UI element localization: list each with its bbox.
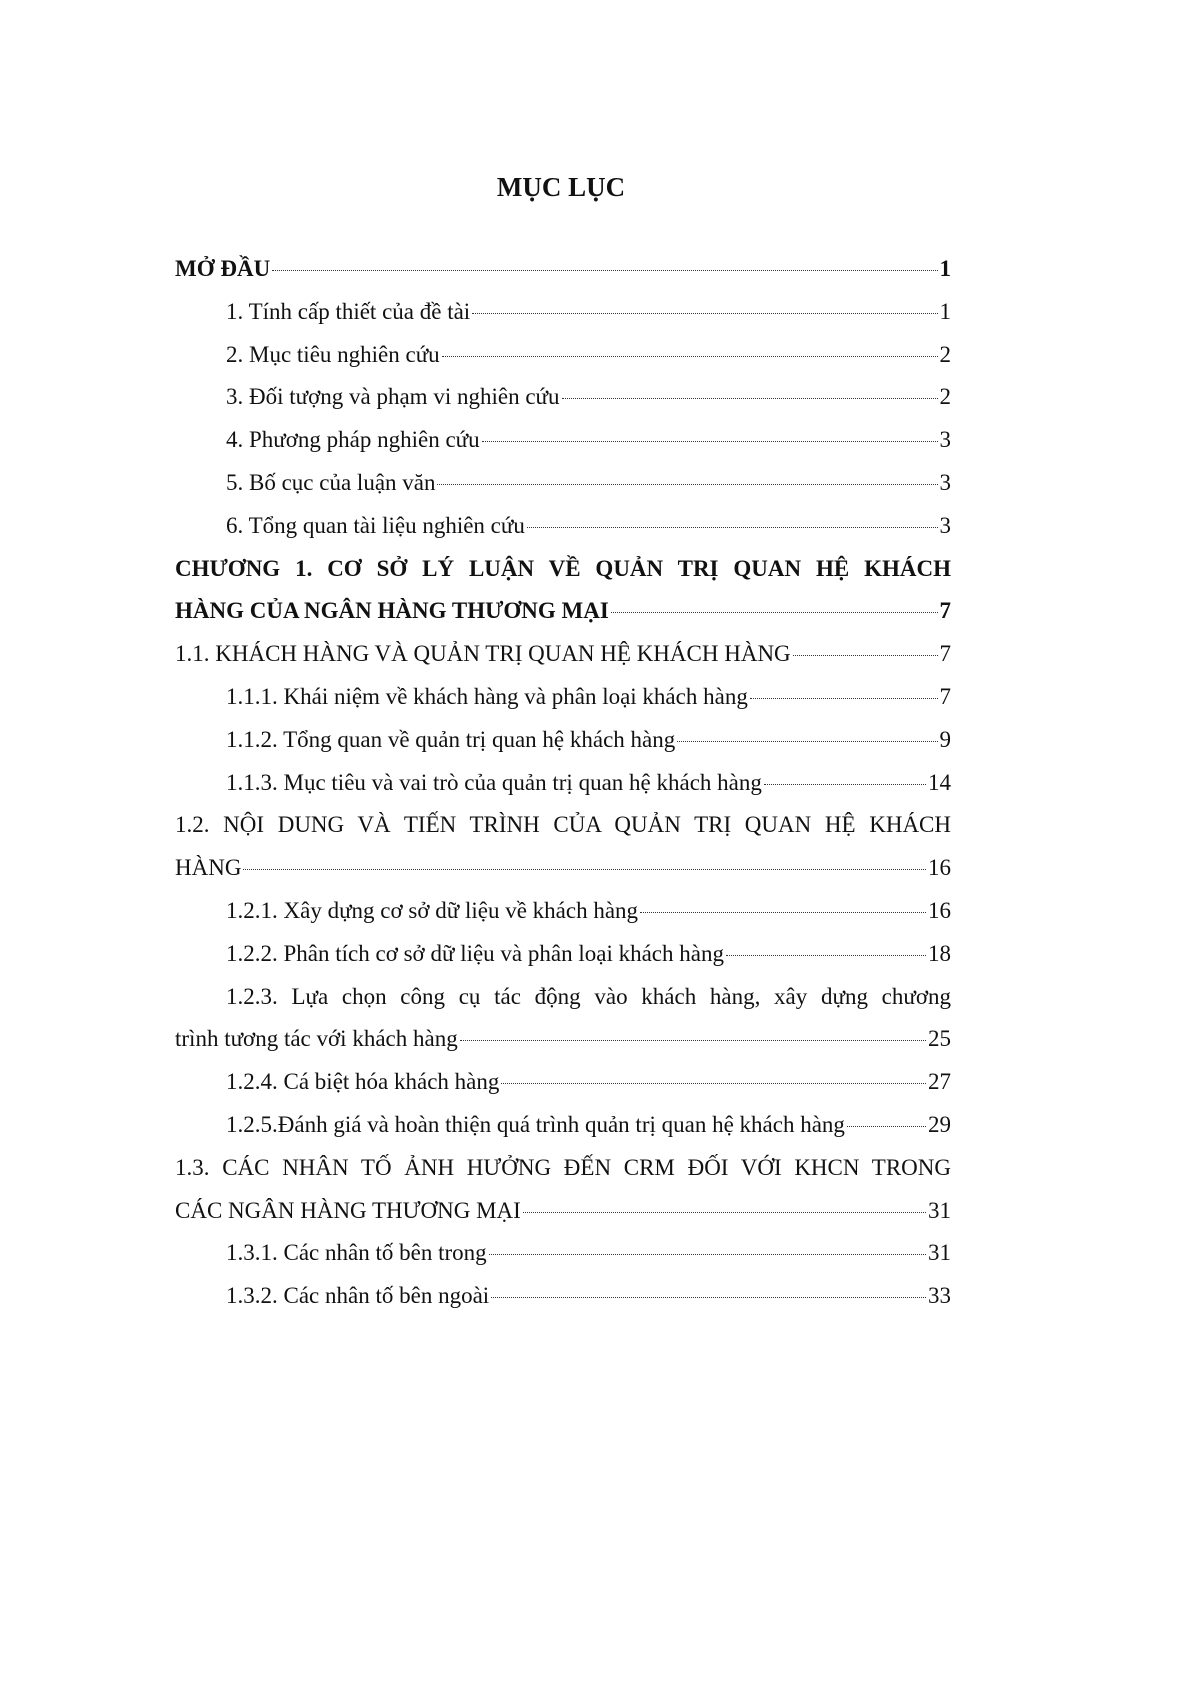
toc-entry-title: 1.2.4. Cá biệt hóa khách hàng [226, 1069, 500, 1095]
toc-page-number: 7 [939, 598, 951, 624]
toc-page-number: 31 [928, 1240, 951, 1266]
dot-leader [847, 1126, 926, 1127]
toc-entry-title: 2. Mục tiêu nghiên cứu [226, 341, 440, 367]
dot-leader [501, 1083, 926, 1084]
toc-entry [175, 334, 951, 377]
table-of-contents [175, 248, 951, 1318]
toc-entry [175, 633, 951, 676]
toc-page-number: 31 [928, 1197, 951, 1223]
dot-leader [437, 484, 937, 485]
dot-leader [527, 527, 938, 528]
toc-entry [175, 419, 951, 462]
toc-page-number: 16 [928, 855, 951, 881]
toc-line: 1.3. CÁC NHÂN TỐ ẢNH HƯỞNG ĐẾN CRM ĐỐI VỚI KHCN TRONG [175, 1154, 951, 1180]
dot-leader [460, 1040, 926, 1041]
dot-leader [611, 612, 938, 613]
dot-leader [764, 784, 926, 785]
dot-leader [482, 441, 938, 442]
toc-entry-title: HÀNG CỦA NGÂN HÀNG THƯƠNG MẠI [175, 598, 609, 624]
toc-entry [175, 590, 951, 633]
dot-leader [489, 1254, 926, 1255]
toc-line: 1.2. NỘI DUNG VÀ TIẾN TRÌNH CỦA QUẢN TRỊ QUAN HỆ KHÁCH [175, 812, 951, 838]
toc-page-number: 7 [939, 641, 951, 667]
toc-page-number: 33 [928, 1283, 951, 1309]
toc-entry [175, 1275, 951, 1318]
dot-leader [442, 356, 938, 357]
dot-leader [523, 1212, 926, 1213]
toc-entry [175, 376, 951, 419]
dot-leader [472, 313, 937, 314]
toc-entry-title: HÀNG [175, 855, 242, 881]
page-title: MỤC LỤC [496, 172, 626, 202]
toc-page-number: 1 [939, 298, 951, 324]
toc-page-number: 16 [928, 897, 951, 923]
toc-entry [175, 248, 951, 291]
dot-leader [491, 1297, 926, 1298]
toc-page-number: 1 [939, 256, 951, 281]
toc-entry-title: 1.1.2. Tổng quan về quản trị quan hệ khách hàng [226, 726, 676, 752]
dot-leader [726, 955, 926, 956]
toc-page-number: 9 [939, 726, 951, 752]
toc-entry [175, 719, 951, 762]
toc-entry-title: MỞ ĐẦU [175, 256, 271, 281]
dot-leader [272, 270, 937, 271]
toc-page-number: 2 [939, 341, 951, 367]
toc-entry-title: 1.2.2. Phân tích cơ sở dữ liệu và phân loại khách hàng [226, 940, 724, 966]
toc-entry [175, 1232, 951, 1275]
dot-leader [640, 912, 926, 913]
toc-entry-title: 6. Tổng quan tài liệu nghiên cứu [226, 512, 525, 538]
toc-entry-title: 4. Phương pháp nghiên cứu [226, 427, 480, 453]
toc-entry-title: 1.1. KHÁCH HÀNG VÀ QUẢN TRỊ QUAN HỆ KHÁCH HÀNG [175, 641, 791, 667]
toc-entry [175, 933, 951, 976]
toc-entry [175, 762, 951, 805]
toc-entry-title: 1.2.5.Đánh giá và hoàn thiện quá trình quản trị quan hệ khách hàng [226, 1111, 845, 1137]
toc-page-number: 29 [928, 1111, 951, 1137]
toc-entry-title: 5. Bố cục của luận văn [226, 469, 436, 495]
dot-leader [562, 398, 938, 399]
dot-leader [750, 698, 938, 699]
toc-entry [175, 462, 951, 505]
toc-entry [175, 1018, 951, 1061]
toc-entry [175, 1061, 951, 1104]
toc-entry-title: 1.1.3. Mục tiêu và vai trò của quản trị quan hệ khách hàng [226, 769, 762, 795]
toc-line: CHƯƠNG 1. CƠ SỞ LÝ LUẬN VỀ QUẢN TRỊ QUAN HỆ KHÁCH [175, 555, 951, 581]
toc-page-number: 18 [928, 940, 951, 966]
toc-page-number: 7 [939, 683, 951, 709]
toc-entry [175, 1190, 951, 1233]
dot-leader [677, 741, 937, 742]
dot-leader [793, 655, 938, 656]
toc-entry [175, 847, 951, 890]
toc-page-number: 2 [939, 384, 951, 410]
toc-page-number: 3 [939, 469, 951, 495]
toc-page-number: 3 [939, 427, 951, 453]
toc-entry-title: 1.2.1. Xây dựng cơ sở dữ liệu về khách hàng [226, 897, 639, 923]
toc-page-number: 3 [939, 512, 951, 538]
toc-entry [175, 890, 951, 933]
toc-entry-title: 1. Tính cấp thiết của đề tài [226, 298, 471, 324]
toc-entry [175, 1104, 951, 1147]
toc-line: 1.2.3. Lựa chọn công cụ tác động vào khách hàng, xây dựng chương [226, 983, 951, 1009]
toc-entry-title: 3. Đối tượng và phạm vi nghiên cứu [226, 384, 560, 410]
toc-entry [175, 676, 951, 719]
toc-entry-title: 1.3.2. Các nhân tố bên ngoài [226, 1283, 490, 1309]
toc-entry-title: CÁC NGÂN HÀNG THƯƠNG MẠI [175, 1197, 521, 1223]
toc-entry [175, 505, 951, 548]
toc-page-number: 14 [928, 769, 951, 795]
toc-entry [175, 291, 951, 334]
toc-page-number: 27 [928, 1069, 951, 1095]
toc-entry-title: 1.1.1. Khái niệm về khách hàng và phân loại khách hàng [226, 683, 748, 709]
dot-leader [243, 869, 926, 870]
toc-entry-title: trình tương tác với khách hàng [175, 1026, 458, 1052]
toc-entry-title: 1.3.1. Các nhân tố bên trong [226, 1240, 487, 1266]
toc-page-number: 25 [928, 1026, 951, 1052]
